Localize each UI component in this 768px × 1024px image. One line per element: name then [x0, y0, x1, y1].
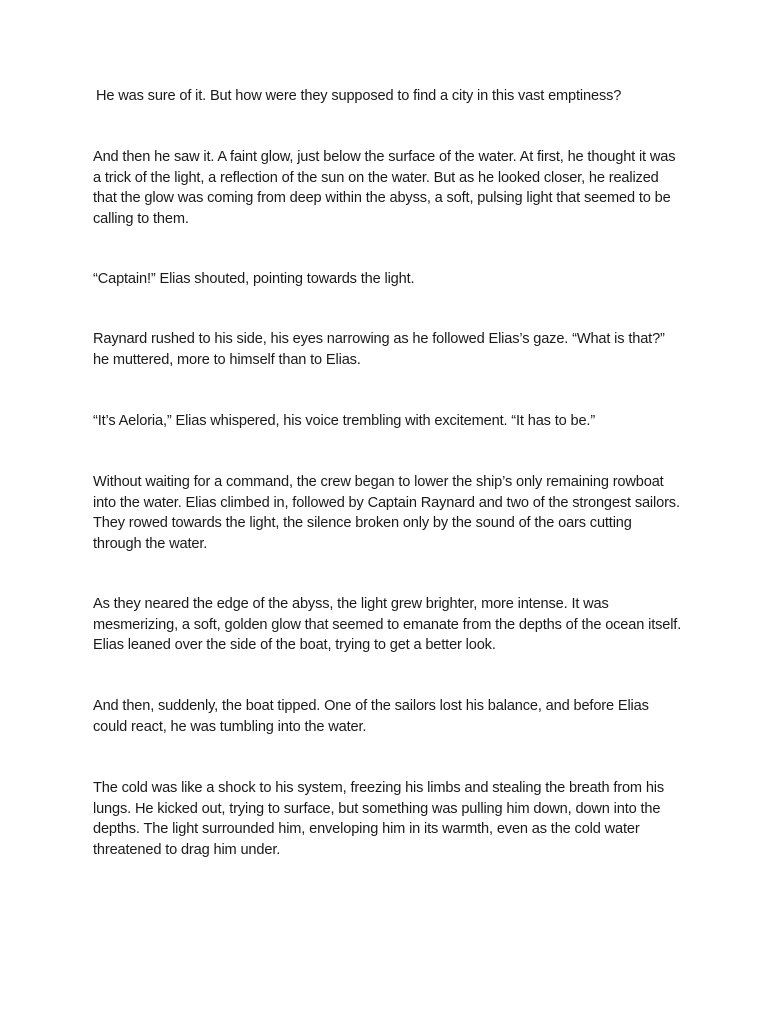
- paragraph: Raynard rushed to his side, his eyes narrowing as he followed Elias’s gaze. “What is that?” he muttered, more to himself than to Elias.: [93, 331, 665, 368]
- paragraph: And then, suddenly, the boat tipped. One of the sailors lost his balance, and before Elias could react, he was tumbling into the water.: [93, 698, 649, 735]
- paragraph: Without waiting for a command, the crew began to lower the ship’s only remaining rowboat into the water. Elias climbed in, followed by Captain Raynard and two of the strongest sailors. They rowed towards the light, the silence broken only by the sound of the oars cutting through the water.: [93, 474, 680, 552]
- paragraph: “Captain!” Elias shouted, pointing towards the light.: [93, 271, 415, 287]
- paragraph: The cold was like a shock to his system, freezing his limbs and stealing the breath from his lungs. He kicked out, trying to surface, but something was pulling him down, down into the depths. The light surrounded him, enveloping him in its warmth, even as the cold water threatened to drag him under.: [93, 780, 665, 858]
- paragraph: And then he saw it. A faint glow, just below the surface of the water. At first, he thought it was a trick of the light, a reflection of the sun on the water. But as he looked closer, he realized that the glow was coming from deep within the abyss, a soft, pulsing light that seemed to be calling to them.: [93, 149, 676, 227]
- paragraph: He was sure of it. But how were they supposed to find a city in this vast emptiness?: [96, 88, 622, 104]
- paragraph: “It’s Aeloria,” Elias whispered, his voice trembling with excitement. “It has to be.”: [93, 413, 596, 429]
- paragraph: As they neared the edge of the abyss, the light grew brighter, more intense. It was mesmerizing, a soft, golden glow that seemed to emanate from the depths of the ocean itself. Elias leaned over the side of the boat, trying to get a better look.: [93, 596, 682, 654]
